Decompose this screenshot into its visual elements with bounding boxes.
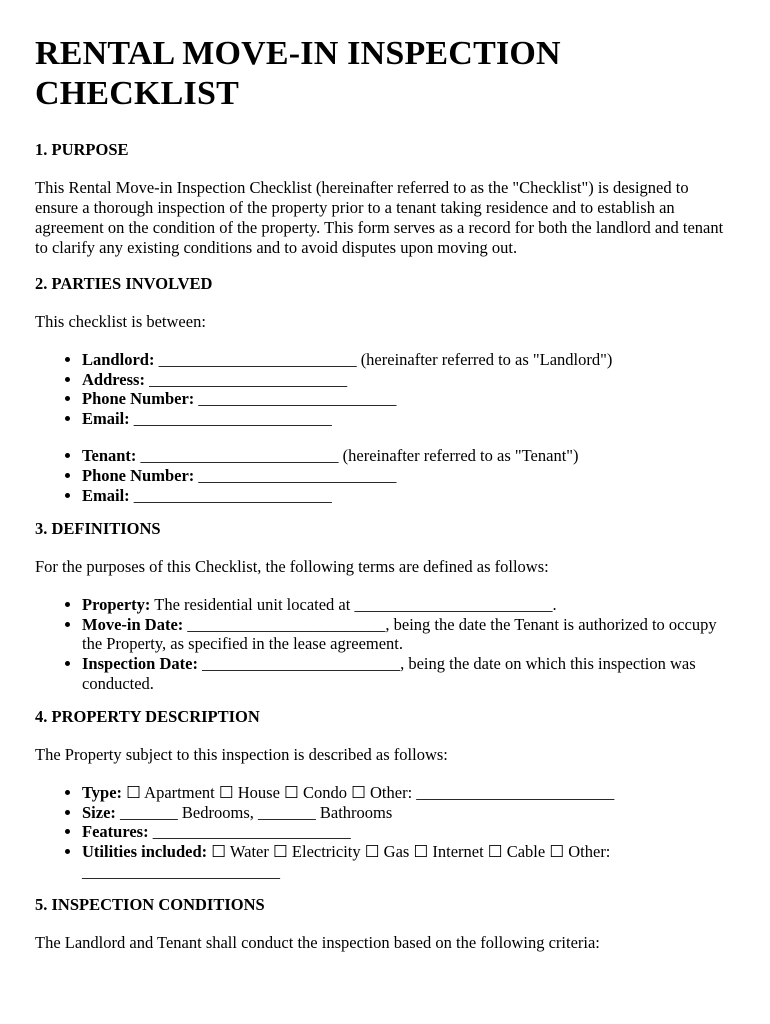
field-value: ________________________ xyxy=(194,389,397,409)
list-item xyxy=(82,654,734,693)
section-heading-property: 4. PROPERTY DESCRIPTION xyxy=(35,707,260,727)
list-item xyxy=(82,389,734,409)
field-label: Features: xyxy=(82,822,149,842)
field-label: Type: xyxy=(82,783,123,803)
field-value: ☐ Apartment ☐ House ☐ Condo ☐ Other: ________________________ xyxy=(122,783,615,803)
field-label: Phone Number: xyxy=(82,389,195,409)
list-item xyxy=(82,486,734,506)
list-item xyxy=(82,822,734,842)
field-label: Tenant: xyxy=(82,446,137,466)
field-value: ________________________ xyxy=(129,408,332,428)
field-value: _______ Bedrooms, _______ Bathrooms xyxy=(115,802,393,822)
property-list xyxy=(35,783,734,881)
list-item xyxy=(82,783,734,803)
list-item xyxy=(82,842,734,881)
section-heading-purpose: 1. PURPOSE xyxy=(35,140,129,159)
field-label: Email: xyxy=(82,408,130,428)
parties-intro: This checklist is between: xyxy=(35,312,206,331)
definitions-intro: For the purposes of this Checklist, the following terms are defined as follows: xyxy=(35,557,549,577)
field-value: ________________________ xyxy=(129,485,332,505)
field-value: ☐ Water ☐ Electricity ☐ Gas ☐ Internet ☐ Cable ☐ Other: ________________________ xyxy=(82,841,611,881)
list-item xyxy=(82,370,734,390)
field-value: ________________________, being the date on which this inspection was conducted. xyxy=(82,653,696,693)
list-item xyxy=(82,350,734,370)
list-item xyxy=(82,803,734,823)
field-label: Email: xyxy=(82,485,130,505)
section-heading-conditions: 5. INSPECTION CONDITIONS xyxy=(35,895,265,915)
landlord-list xyxy=(35,350,734,428)
field-label: Property: xyxy=(82,595,151,615)
field-label: Utilities included: xyxy=(82,841,208,861)
purpose-text: This Rental Move-in Inspection Checklist (hereinafter referred to as the "Checklist") is designed to ensure a thorough inspection of the property prior to a tenant taking residence and to establish an agreement on the condition of the property. This form serves as a record for both the landlord and tenant to clarify any existing conditions and to avoid disputes upon moving out. xyxy=(35,178,724,257)
list-item xyxy=(82,466,734,486)
field-label: Inspection Date: xyxy=(82,653,198,673)
field-label: Address: xyxy=(82,369,145,389)
list-item xyxy=(82,595,734,615)
tenant-list xyxy=(35,446,734,505)
section-heading-definitions: 3. DEFINITIONS xyxy=(35,519,161,539)
field-value: ________________________, being the date the Tenant is authorized to occupy the Property, as specified in the lease agreement. xyxy=(82,614,717,654)
field-value: ________________________ (hereinafter referred to as "Landlord") xyxy=(154,350,613,369)
field-value: ________________________ xyxy=(144,369,348,389)
definitions-list xyxy=(35,595,734,693)
field-value: ________________________ xyxy=(148,822,351,842)
field-label: Phone Number: xyxy=(82,465,195,485)
list-item xyxy=(82,615,734,654)
field-value: ________________________ xyxy=(194,465,397,485)
field-label: Size: xyxy=(82,802,116,822)
field-label: Landlord: xyxy=(82,350,155,369)
section-heading-parties: 2. PARTIES INVOLVED xyxy=(35,274,213,293)
document-title: RENTAL MOVE-IN INSPECTION CHECKLIST xyxy=(35,35,561,112)
field-value: ________________________ (hereinafter referred to as "Tenant") xyxy=(136,446,579,466)
list-item xyxy=(82,446,734,466)
field-label: Move-in Date: xyxy=(82,614,184,634)
list-item xyxy=(82,409,734,429)
field-value: The residential unit located at ________________________. xyxy=(150,595,557,615)
property-intro: The Property subject to this inspection is described as follows: xyxy=(35,745,448,765)
conditions-intro: The Landlord and Tenant shall conduct the inspection based on the following criteria: xyxy=(35,933,600,953)
